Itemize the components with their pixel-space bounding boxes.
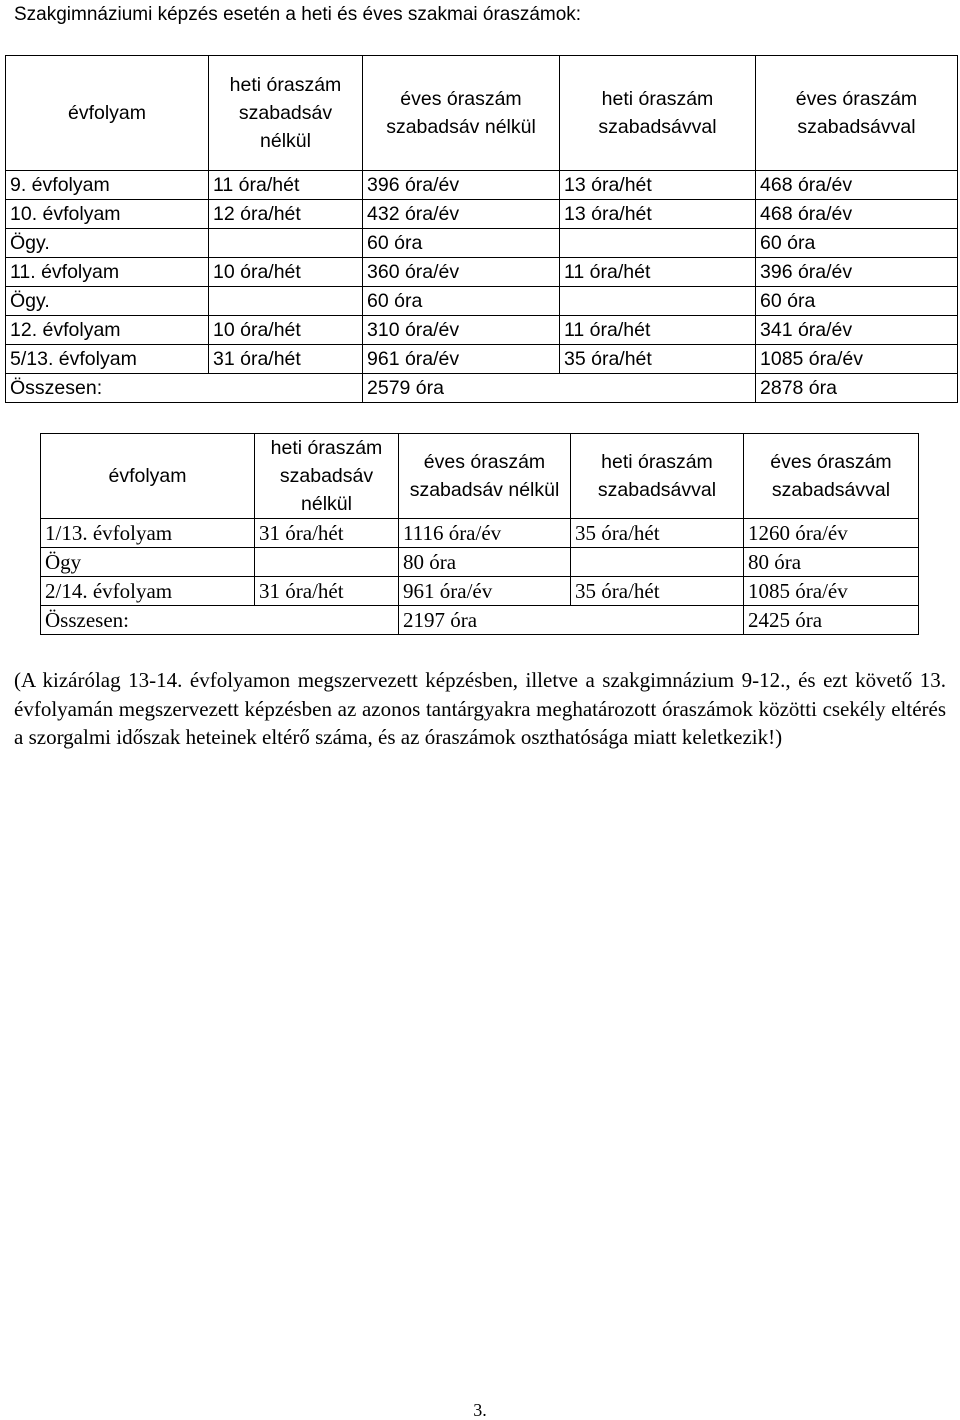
table-cell: 60 óra: [756, 287, 958, 316]
table-header-row: [41, 434, 919, 519]
total-with-value: 2425 óra: [744, 606, 919, 635]
table-cell: 35 óra/hét: [560, 345, 756, 374]
total-label: Összesen:: [6, 374, 363, 403]
header-cell: évfolyam: [6, 56, 209, 171]
table-cell: 35 óra/hét: [571, 577, 744, 606]
table-row: [6, 345, 958, 374]
header-cell: éves óraszám szabadsáv nélkül: [399, 434, 571, 519]
table-row: [6, 171, 958, 200]
table-cell: [209, 287, 363, 316]
table-cell: 1085 óra/év: [756, 345, 958, 374]
table-cell: 35 óra/hét: [571, 519, 744, 548]
table-cell: 360 óra/év: [363, 258, 560, 287]
table-cell: [560, 229, 756, 258]
table-cell: 80 óra: [399, 548, 571, 577]
table-row: [41, 577, 919, 606]
header-cell: heti óraszám szabadsáv nélkül: [209, 56, 363, 171]
table-cell: 2/14. évfolyam: [41, 577, 255, 606]
table-cell: 13 óra/hét: [560, 171, 756, 200]
header-cell: éves óraszám szabadsávval: [744, 434, 919, 519]
table-cell: 1116 óra/év: [399, 519, 571, 548]
total-without-value: 2197 óra: [399, 606, 744, 635]
table-cell: 60 óra: [756, 229, 958, 258]
table-cell: 12 óra/hét: [209, 200, 363, 229]
table-cell: 396 óra/év: [756, 258, 958, 287]
header-cell: éves óraszám szabadsávval: [756, 56, 958, 171]
footnote-paragraph: (A kizárólag 13-14. évfolyamon megszervezett képzésben, illetve a szakgimnázium 9-12., és ezt követő 13. évfolyamán megszervezett képzésben az azonos tantárgyakra meghatározott óraszámok közötti csekély eltérés a szorgalmi időszak heteinek eltérő száma, és az óraszámok oszthatósága miatt keletkezik!): [14, 668, 946, 749]
table-cell: 10 óra/hét: [209, 316, 363, 345]
table-cell: 11 óra/hét: [560, 258, 756, 287]
table-cell: 60 óra: [363, 229, 560, 258]
section-heading: Szakgimnáziumi képzés esetén a heti és éves szakmai óraszámok:: [14, 4, 582, 25]
page-number: 3.: [473, 1400, 487, 1420]
table-cell: 10. évfolyam: [6, 200, 209, 229]
table-cell: 31 óra/hét: [255, 577, 399, 606]
table-cell: 5/13. évfolyam: [6, 345, 209, 374]
table-row: [6, 258, 958, 287]
table-header-row: [6, 56, 958, 171]
hours-table-szakgimnazium: [5, 55, 958, 403]
header-cell: heti óraszám szabadsáv nélkül: [255, 434, 399, 519]
total-without-value: 2579 óra: [363, 374, 756, 403]
table-cell: 9. évfolyam: [6, 171, 209, 200]
table-cell: 13 óra/hét: [560, 200, 756, 229]
table-cell: 432 óra/év: [363, 200, 560, 229]
table-cell: 31 óra/hét: [209, 345, 363, 374]
table-cell: [560, 287, 756, 316]
table-row: [41, 519, 919, 548]
table-cell: 80 óra: [744, 548, 919, 577]
table-cell: 1085 óra/év: [744, 577, 919, 606]
table-cell: 10 óra/hét: [209, 258, 363, 287]
table-cell: Ögy.: [6, 229, 209, 258]
table-row: [6, 229, 958, 258]
table-cell: 468 óra/év: [756, 171, 958, 200]
table-cell: 11. évfolyam: [6, 258, 209, 287]
table-cell: 961 óra/év: [399, 577, 571, 606]
table-total-row: [6, 374, 958, 403]
header-cell: heti óraszám szabadsávval: [571, 434, 744, 519]
table-cell: 468 óra/év: [756, 200, 958, 229]
total-label: Összesen:: [41, 606, 399, 635]
hours-table-13-14: [40, 433, 919, 635]
table-cell: 396 óra/év: [363, 171, 560, 200]
total-with-value: 2878 óra: [756, 374, 958, 403]
table-row: [6, 200, 958, 229]
table-cell: 1/13. évfolyam: [41, 519, 255, 548]
table-cell: 961 óra/év: [363, 345, 560, 374]
header-cell: éves óraszám szabadsáv nélkül: [363, 56, 560, 171]
table-cell: [255, 548, 399, 577]
table-cell: 11 óra/hét: [209, 171, 363, 200]
table-cell: [571, 548, 744, 577]
table-cell: 31 óra/hét: [255, 519, 399, 548]
table-total-row: [41, 606, 919, 635]
table-cell: Ögy.: [6, 287, 209, 316]
table-row: [6, 316, 958, 345]
table-row: [6, 287, 958, 316]
table-row: [41, 548, 919, 577]
table-cell: 310 óra/év: [363, 316, 560, 345]
table-cell: [209, 229, 363, 258]
table-cell: Ögy: [41, 548, 255, 577]
table-cell: 341 óra/év: [756, 316, 958, 345]
table-cell: 12. évfolyam: [6, 316, 209, 345]
header-cell: évfolyam: [41, 434, 255, 519]
table-cell: 60 óra: [363, 287, 560, 316]
table-cell: 1260 óra/év: [744, 519, 919, 548]
table-cell: 11 óra/hét: [560, 316, 756, 345]
header-cell: heti óraszám szabadsávval: [560, 56, 756, 171]
